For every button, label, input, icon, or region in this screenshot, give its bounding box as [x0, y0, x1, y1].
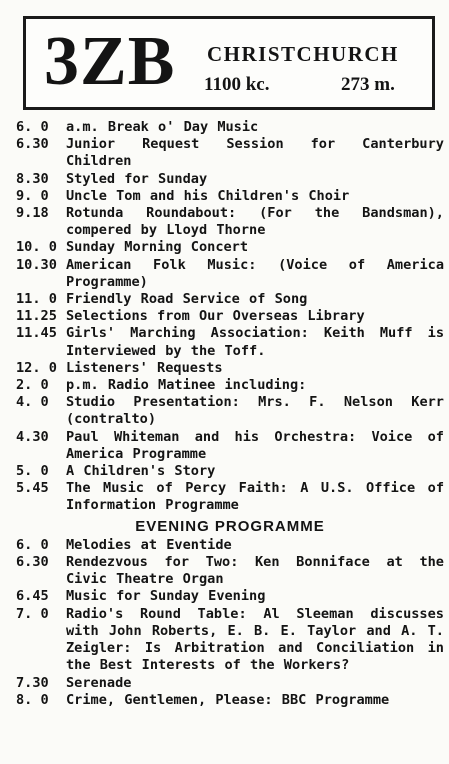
programme-entry: [16, 588, 444, 605]
programme-entry: [16, 537, 444, 554]
programme-time: 6. 0: [16, 536, 49, 553]
programme-time: 4.30: [16, 428, 49, 445]
programme-title: Serenade: [66, 674, 132, 691]
programme-entry: [16, 136, 444, 170]
programme-listings: [16, 119, 444, 709]
programme-title: A Children's Story: [66, 463, 216, 480]
station-frequency: 1100 kc.: [204, 74, 270, 95]
programme-title: Styled for Sunday: [66, 170, 208, 187]
programme-time: 12. 0: [16, 359, 57, 376]
programme-title: Melodies at Eventide: [66, 536, 232, 553]
programme-time: 5. 0: [16, 463, 49, 480]
programme-entry: [16, 554, 444, 588]
programme-title: American Folk Music: (Voice of America Programme): [66, 256, 444, 290]
programme-title: Girls' Marching Association: Keith Muff is Interviewed by the Toff.: [66, 325, 444, 359]
programme-title: Paul Whiteman and his Orchestra: Voice of America Programme: [66, 428, 444, 462]
day-programme-list: [16, 119, 444, 515]
programme-entry: [16, 360, 444, 377]
programme-time: 2. 0: [16, 377, 49, 394]
programme-time: 9.18: [16, 205, 49, 222]
programme-title: Friendly Road Service of Song: [66, 291, 308, 308]
programme-title: p.m. Radio Matinee including:: [66, 377, 307, 394]
programme-time: 11.45: [16, 325, 57, 342]
evening-programme-list: [16, 537, 444, 709]
programme-time: 6.30: [16, 136, 49, 153]
programme-time: 8.30: [16, 170, 49, 187]
programme-time: 11. 0: [16, 291, 57, 308]
programme-title: a.m. Break o' Day Music: [66, 119, 259, 135]
programme-title: Rendezvous for Two: Ken Bonniface at the Civic Theatre Organ: [66, 554, 444, 588]
station-wavelength: 273 m.: [341, 74, 395, 95]
programme-entry: [16, 239, 444, 256]
programme-time: 8. 0: [16, 691, 49, 708]
programme-entry: [16, 377, 444, 394]
programme-entry: [16, 394, 444, 428]
programme-entry: [16, 692, 444, 709]
programme-entry: [16, 429, 444, 463]
programme-title: Uncle Tom and his Children's Choir: [66, 187, 350, 204]
programme-entry: [16, 308, 444, 325]
programme-title: Sunday Morning Concert: [66, 239, 249, 256]
programme-entry: [16, 291, 444, 308]
programme-title: The Music of Percy Faith: A U.S. Office of Information Programme: [66, 480, 444, 514]
station-city: CHRISTCHURCH: [207, 42, 399, 66]
programme-time: 7.30: [16, 674, 49, 691]
programme-time: 10.30: [16, 256, 57, 273]
programme-time: 6.30: [16, 554, 49, 571]
programme-title: Studio Presentation: Mrs. F. Nelson Kerr (contralto): [66, 394, 444, 428]
programme-title: Selections from Our Overseas Library: [66, 308, 365, 325]
programme-entry: [16, 480, 444, 514]
programme-entry: [16, 188, 444, 205]
programme-entry: [16, 257, 444, 291]
programme-entry: [16, 606, 444, 675]
programme-title: Rotunda Roundabout: (For the Bandsman), compered by Lloyd Thorne: [66, 205, 444, 239]
programme-entry: [16, 205, 444, 239]
station-callsign: 3ZB: [44, 23, 176, 100]
programme-entry: [16, 119, 444, 136]
programme-title: Radio's Round Table: Al Sleeman discusses with John Roberts, E. B. E. Taylor and A. T. Zeigler: Is Arbitration and Conciliation in the Best Interests of the Workers?: [66, 605, 444, 674]
programme-title: Music for Sunday Evening: [66, 588, 266, 605]
programme-entry: [16, 675, 444, 692]
programme-entry: [16, 171, 444, 188]
programme-time: 10. 0: [16, 239, 57, 256]
programme-time: 7. 0: [16, 605, 49, 622]
programme-time: 4. 0: [16, 394, 49, 411]
programme-time: 6.45: [16, 588, 49, 605]
programme-entry: [16, 325, 444, 359]
programme-title: Junior Request Session for Canterbury Children: [66, 136, 444, 170]
programme-title: Listeners' Requests: [66, 359, 223, 376]
programme-time: 9. 0: [16, 187, 49, 204]
programme-entry: [16, 463, 444, 480]
programme-time: 11.25: [16, 308, 57, 325]
programme-time: 5.45: [16, 480, 49, 497]
evening-section-title: EVENING PROGRAMME: [135, 517, 325, 535]
programme-title: Crime, Gentlemen, Please: BBC Programme: [66, 691, 390, 708]
station-header: [23, 16, 435, 110]
programme-time: 6. 0: [16, 119, 49, 135]
